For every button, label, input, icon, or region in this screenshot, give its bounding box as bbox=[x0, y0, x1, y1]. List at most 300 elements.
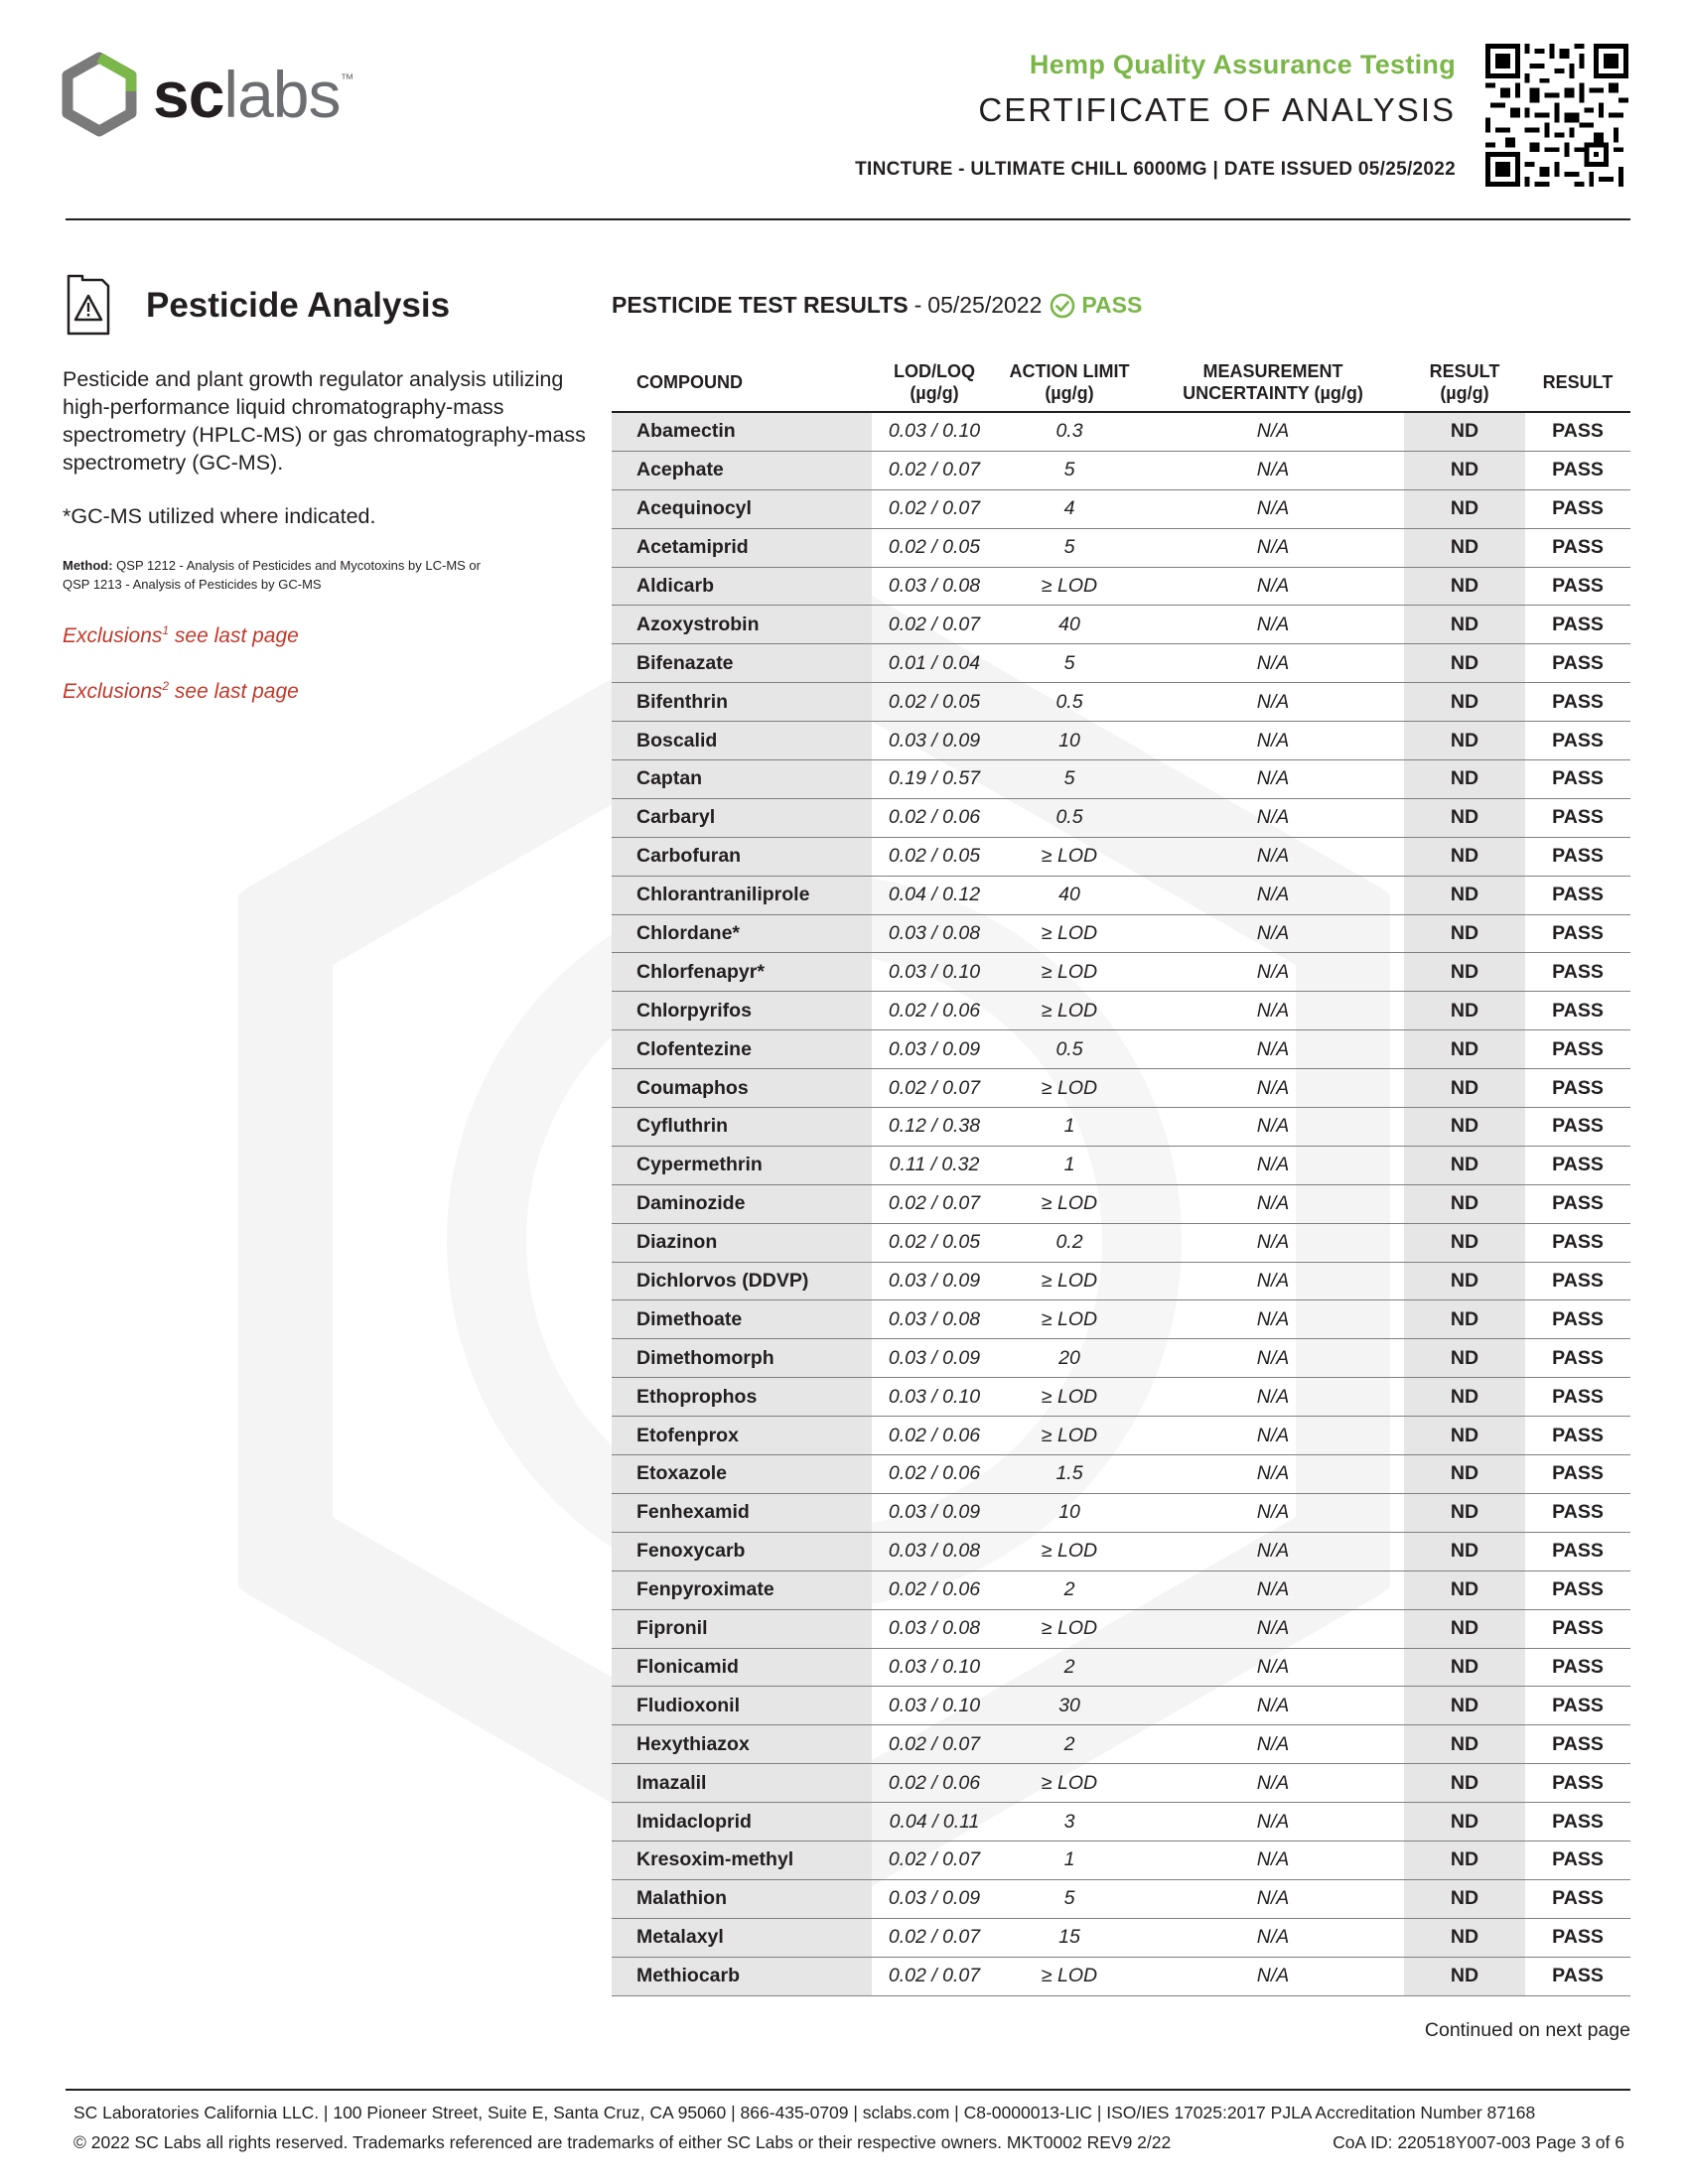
result-status-cell: PASS bbox=[1525, 992, 1630, 1030]
result-value-cell: ND bbox=[1404, 1532, 1525, 1570]
compound-cell: Fenhexamid bbox=[612, 1493, 872, 1532]
action-limit-cell: 5 bbox=[997, 644, 1142, 683]
table-row bbox=[612, 489, 1630, 528]
lod-loq-cell: 0.04 / 0.11 bbox=[872, 1803, 997, 1842]
method-text: QSP 1212 - Analysis of Pesticides and Mycotoxins by LC-MS or QSP 1213 - Analysis of Pesticides by GC-MS bbox=[63, 558, 481, 592]
action-limit-cell: ≥ LOD bbox=[997, 1184, 1142, 1223]
header-subtitle: Hemp Quality Assurance Testing bbox=[1029, 50, 1456, 79]
result-value-cell: ND bbox=[1404, 1069, 1525, 1108]
action-limit-cell: ≥ LOD bbox=[997, 1417, 1142, 1455]
table-row bbox=[612, 837, 1630, 876]
table-row bbox=[612, 722, 1630, 760]
table-row bbox=[612, 412, 1630, 451]
compound-cell: Cypermethrin bbox=[612, 1146, 872, 1184]
compound-cell: Dichlorvos (DDVP) bbox=[612, 1262, 872, 1300]
uncertainty-cell: N/A bbox=[1142, 1223, 1404, 1262]
table-row bbox=[612, 992, 1630, 1030]
result-status-cell: PASS bbox=[1525, 1803, 1630, 1842]
result-status-cell: PASS bbox=[1525, 489, 1630, 528]
compound-cell: Chlorfenapyr* bbox=[612, 953, 872, 992]
result-value-cell: ND bbox=[1404, 1223, 1525, 1262]
uncertainty-cell: N/A bbox=[1142, 1493, 1404, 1532]
action-limit-cell: 10 bbox=[997, 1493, 1142, 1532]
result-value-cell: ND bbox=[1404, 760, 1525, 799]
action-limit-cell: ≥ LOD bbox=[997, 1957, 1142, 1995]
uncertainty-cell: N/A bbox=[1142, 1030, 1404, 1069]
table-row bbox=[612, 451, 1630, 489]
lod-loq-cell: 0.03 / 0.10 bbox=[872, 1687, 997, 1725]
col-limit-line1: ACTION LIMIT bbox=[1009, 361, 1130, 381]
table-row bbox=[612, 1455, 1630, 1494]
table-row bbox=[612, 1609, 1630, 1648]
action-limit-cell: ≥ LOD bbox=[997, 1764, 1142, 1803]
action-limit-cell: 1.5 bbox=[997, 1455, 1142, 1494]
col-lod-line1: LOD/LOQ bbox=[894, 361, 975, 381]
result-value-cell: ND bbox=[1404, 1764, 1525, 1803]
result-status-cell: PASS bbox=[1525, 722, 1630, 760]
action-limit-cell: 0.5 bbox=[997, 683, 1142, 722]
lod-loq-cell: 0.02 / 0.06 bbox=[872, 1764, 997, 1803]
action-limit-cell: ≥ LOD bbox=[997, 1069, 1142, 1108]
uncertainty-cell: N/A bbox=[1142, 1378, 1404, 1417]
col-result-line2: (µg/g) bbox=[1440, 383, 1489, 403]
lod-loq-cell: 0.03 / 0.09 bbox=[872, 722, 997, 760]
col-lod-line2: (µg/g) bbox=[910, 383, 959, 403]
lod-loq-cell: 0.02 / 0.07 bbox=[872, 1918, 997, 1957]
lod-loq-cell: 0.02 / 0.07 bbox=[872, 1957, 997, 1995]
action-limit-cell: 5 bbox=[997, 528, 1142, 567]
method-note bbox=[63, 556, 499, 594]
compound-cell: Daminozide bbox=[612, 1184, 872, 1223]
table-row bbox=[612, 1417, 1630, 1455]
action-limit-cell: 3 bbox=[997, 1803, 1142, 1842]
logo-labs: labs bbox=[223, 58, 341, 131]
result-value-cell: ND bbox=[1404, 528, 1525, 567]
table-row bbox=[612, 1378, 1630, 1417]
compound-cell: Hexythiazox bbox=[612, 1725, 872, 1764]
result-status-cell: PASS bbox=[1525, 1184, 1630, 1223]
logo-tm: ™ bbox=[340, 70, 353, 86]
uncertainty-cell: N/A bbox=[1142, 683, 1404, 722]
uncertainty-cell: N/A bbox=[1142, 1069, 1404, 1108]
result-value-cell: ND bbox=[1404, 876, 1525, 914]
compound-cell: Fenpyroximate bbox=[612, 1570, 872, 1609]
exclusions-1-text: Exclusions bbox=[63, 624, 163, 647]
logo-wordmark bbox=[153, 58, 353, 131]
action-limit-cell: ≥ LOD bbox=[997, 992, 1142, 1030]
uncertainty-cell: N/A bbox=[1142, 837, 1404, 876]
compound-cell: Acephate bbox=[612, 451, 872, 489]
table-row bbox=[612, 1879, 1630, 1918]
result-value-cell: ND bbox=[1404, 567, 1525, 606]
product-name: TINCTURE - ULTIMATE CHILL 6000MG bbox=[855, 159, 1207, 180]
lod-loq-cell: 0.01 / 0.04 bbox=[872, 644, 997, 683]
compound-cell: Methiocarb bbox=[612, 1957, 872, 1995]
col-mu-line1: MEASUREMENT bbox=[1202, 361, 1343, 381]
result-status-cell: PASS bbox=[1525, 1648, 1630, 1687]
table-row bbox=[612, 567, 1630, 606]
lod-loq-cell: 0.03 / 0.10 bbox=[872, 1378, 997, 1417]
compound-cell: Boscalid bbox=[612, 722, 872, 760]
uncertainty-cell: N/A bbox=[1142, 1339, 1404, 1378]
uncertainty-cell: N/A bbox=[1142, 1687, 1404, 1725]
date-issued: DATE ISSUED 05/25/2022 bbox=[1223, 159, 1456, 180]
table-row bbox=[612, 1841, 1630, 1879]
action-limit-cell: 15 bbox=[997, 1918, 1142, 1957]
result-status-cell: PASS bbox=[1525, 1030, 1630, 1069]
uncertainty-cell: N/A bbox=[1142, 1957, 1404, 1995]
result-status-cell: PASS bbox=[1525, 644, 1630, 683]
uncertainty-cell: N/A bbox=[1142, 914, 1404, 953]
lod-loq-cell: 0.02 / 0.07 bbox=[872, 1069, 997, 1108]
action-limit-cell: 40 bbox=[997, 876, 1142, 914]
compound-cell: Chlordane* bbox=[612, 914, 872, 953]
compound-cell: Metalaxyl bbox=[612, 1918, 872, 1957]
uncertainty-cell: N/A bbox=[1142, 1918, 1404, 1957]
lod-loq-cell: 0.02 / 0.07 bbox=[872, 606, 997, 644]
uncertainty-cell: N/A bbox=[1142, 606, 1404, 644]
table-row bbox=[612, 1146, 1630, 1184]
uncertainty-cell: N/A bbox=[1142, 1879, 1404, 1918]
result-value-cell: ND bbox=[1404, 451, 1525, 489]
uncertainty-cell: N/A bbox=[1142, 953, 1404, 992]
action-limit-cell: 20 bbox=[997, 1339, 1142, 1378]
action-limit-cell: 1 bbox=[997, 1841, 1142, 1879]
lod-loq-cell: 0.02 / 0.05 bbox=[872, 683, 997, 722]
col-mu-line2: UNCERTAINTY (µg/g) bbox=[1183, 383, 1363, 403]
action-limit-cell: ≥ LOD bbox=[997, 1300, 1142, 1339]
col-limit-line2: (µg/g) bbox=[1045, 383, 1094, 403]
action-limit-cell: 5 bbox=[997, 760, 1142, 799]
exclusions-2-sup: 2 bbox=[162, 679, 170, 693]
table-row bbox=[612, 1108, 1630, 1147]
meta-separator: | bbox=[1212, 159, 1219, 180]
lod-loq-cell: 0.02 / 0.06 bbox=[872, 1417, 997, 1455]
result-value-cell: ND bbox=[1404, 1262, 1525, 1300]
action-limit-cell: 1 bbox=[997, 1146, 1142, 1184]
action-limit-cell: 2 bbox=[997, 1725, 1142, 1764]
result-status-cell: PASS bbox=[1525, 1417, 1630, 1455]
footer-address: SC Laboratories California LLC. | 100 Pioneer Street, Suite E, Santa Cruz, CA 95060 | 866-435-0709 | sclabs.com | C8-0000013-LIC | ISO/IES 17025:2017 PJLA Accreditation Number 87168 bbox=[73, 2103, 1536, 2122]
result-status-cell: PASS bbox=[1525, 1841, 1630, 1879]
compound-cell: Chlorpyrifos bbox=[612, 992, 872, 1030]
table-row bbox=[612, 798, 1630, 837]
col-measurement-uncertainty bbox=[1142, 353, 1404, 412]
table-row bbox=[612, 760, 1630, 799]
compound-cell: Aldicarb bbox=[612, 567, 872, 606]
action-limit-cell: 40 bbox=[997, 606, 1142, 644]
table-row bbox=[612, 1957, 1630, 1995]
header-divider bbox=[66, 218, 1630, 220]
compound-cell: Ethoprophos bbox=[612, 1378, 872, 1417]
gc-ms-note: *GC-MS utilized where indicated. bbox=[63, 504, 376, 528]
compound-cell: Etofenprox bbox=[612, 1417, 872, 1455]
result-value-cell: ND bbox=[1404, 1957, 1525, 1995]
compound-cell: Imazalil bbox=[612, 1764, 872, 1803]
compound-cell: Dimethoate bbox=[612, 1300, 872, 1339]
result-status-cell: PASS bbox=[1525, 1378, 1630, 1417]
lod-loq-cell: 0.02 / 0.06 bbox=[872, 1570, 997, 1609]
lod-loq-cell: 0.03 / 0.08 bbox=[872, 567, 997, 606]
lod-loq-cell: 0.04 / 0.12 bbox=[872, 876, 997, 914]
action-limit-cell: ≥ LOD bbox=[997, 1532, 1142, 1570]
lod-loq-cell: 0.03 / 0.10 bbox=[872, 1648, 997, 1687]
result-status-cell: PASS bbox=[1525, 1455, 1630, 1494]
continued-note: Continued on next page bbox=[1424, 2019, 1630, 2041]
result-value-cell: ND bbox=[1404, 1879, 1525, 1918]
exclusions-1-sup: 1 bbox=[162, 623, 170, 637]
col-action-limit bbox=[997, 353, 1142, 412]
compound-cell: Captan bbox=[612, 760, 872, 799]
result-value-cell: ND bbox=[1404, 1300, 1525, 1339]
compound-cell: Fenoxycarb bbox=[612, 1532, 872, 1570]
result-value-cell: ND bbox=[1404, 1339, 1525, 1378]
table-row bbox=[612, 528, 1630, 567]
results-heading-label: PESTICIDE TEST RESULTS bbox=[612, 292, 909, 318]
lod-loq-cell: 0.19 / 0.57 bbox=[872, 760, 997, 799]
compound-cell: Malathion bbox=[612, 1879, 872, 1918]
lod-loq-cell: 0.03 / 0.10 bbox=[872, 412, 997, 451]
result-value-cell: ND bbox=[1404, 1609, 1525, 1648]
result-status-cell: PASS bbox=[1525, 412, 1630, 451]
exclusions-2-tail: see last page bbox=[169, 680, 299, 703]
lod-loq-cell: 0.03 / 0.09 bbox=[872, 1339, 997, 1378]
compound-cell: Abamectin bbox=[612, 412, 872, 451]
result-value-cell: ND bbox=[1404, 606, 1525, 644]
table-row bbox=[612, 1069, 1630, 1108]
uncertainty-cell: N/A bbox=[1142, 1803, 1404, 1842]
uncertainty-cell: N/A bbox=[1142, 451, 1404, 489]
results-heading bbox=[612, 292, 1142, 319]
action-limit-cell: 10 bbox=[997, 722, 1142, 760]
result-status-cell: PASS bbox=[1525, 1918, 1630, 1957]
uncertainty-cell: N/A bbox=[1142, 1455, 1404, 1494]
result-status-cell: PASS bbox=[1525, 1339, 1630, 1378]
table-row bbox=[612, 914, 1630, 953]
compound-cell: Imidacloprid bbox=[612, 1803, 872, 1842]
hexagon-logo-icon bbox=[60, 52, 139, 137]
uncertainty-cell: N/A bbox=[1142, 1570, 1404, 1609]
table-header-row bbox=[612, 353, 1630, 412]
lod-loq-cell: 0.02 / 0.07 bbox=[872, 1725, 997, 1764]
lod-loq-cell: 0.03 / 0.09 bbox=[872, 1493, 997, 1532]
result-status-cell: PASS bbox=[1525, 837, 1630, 876]
compound-cell: Dimethomorph bbox=[612, 1339, 872, 1378]
lod-loq-cell: 0.02 / 0.07 bbox=[872, 1841, 997, 1879]
table-row bbox=[612, 1300, 1630, 1339]
result-value-cell: ND bbox=[1404, 1648, 1525, 1687]
result-value-cell: ND bbox=[1404, 1841, 1525, 1879]
result-status-cell: PASS bbox=[1525, 1957, 1630, 1995]
result-status-cell: PASS bbox=[1525, 1764, 1630, 1803]
action-limit-cell: 5 bbox=[997, 451, 1142, 489]
result-value-cell: ND bbox=[1404, 1725, 1525, 1764]
table-row bbox=[612, 1030, 1630, 1069]
result-status-cell: PASS bbox=[1525, 451, 1630, 489]
action-limit-cell: ≥ LOD bbox=[997, 837, 1142, 876]
action-limit-cell: 0.5 bbox=[997, 1030, 1142, 1069]
uncertainty-cell: N/A bbox=[1142, 567, 1404, 606]
result-value-cell: ND bbox=[1404, 1918, 1525, 1957]
exclusions-2-link[interactable] bbox=[63, 679, 299, 704]
lod-loq-cell: 0.02 / 0.07 bbox=[872, 1184, 997, 1223]
uncertainty-cell: N/A bbox=[1142, 1262, 1404, 1300]
uncertainty-cell: N/A bbox=[1142, 1648, 1404, 1687]
lod-loq-cell: 0.02 / 0.06 bbox=[872, 1455, 997, 1494]
result-status-cell: PASS bbox=[1525, 528, 1630, 567]
action-limit-cell: ≥ LOD bbox=[997, 1262, 1142, 1300]
lod-loq-cell: 0.02 / 0.05 bbox=[872, 837, 997, 876]
result-value-cell: ND bbox=[1404, 1493, 1525, 1532]
result-value-cell: ND bbox=[1404, 1184, 1525, 1223]
lod-loq-cell: 0.02 / 0.07 bbox=[872, 451, 997, 489]
result-status-cell: PASS bbox=[1525, 1532, 1630, 1570]
action-limit-cell: 0.5 bbox=[997, 798, 1142, 837]
result-value-cell: ND bbox=[1404, 1378, 1525, 1417]
check-circle-icon bbox=[1050, 293, 1075, 319]
result-status-cell: PASS bbox=[1525, 953, 1630, 992]
compound-cell: Kresoxim-methyl bbox=[612, 1841, 872, 1879]
pesticide-results-table bbox=[612, 353, 1630, 1996]
compound-cell: Etoxazole bbox=[612, 1455, 872, 1494]
exclusions-1-link[interactable] bbox=[63, 623, 299, 648]
result-value-cell: ND bbox=[1404, 992, 1525, 1030]
table-row bbox=[612, 1493, 1630, 1532]
lod-loq-cell: 0.03 / 0.08 bbox=[872, 914, 997, 953]
footer-coa-id: CoA ID: 220518Y007-003 Page 3 of 6 bbox=[1333, 2132, 1624, 2152]
result-status-cell: PASS bbox=[1525, 1146, 1630, 1184]
result-status-cell: PASS bbox=[1525, 1300, 1630, 1339]
uncertainty-cell: N/A bbox=[1142, 1300, 1404, 1339]
table-row bbox=[612, 1648, 1630, 1687]
result-value-cell: ND bbox=[1404, 1146, 1525, 1184]
result-value-cell: ND bbox=[1404, 1570, 1525, 1609]
compound-cell: Carbofuran bbox=[612, 837, 872, 876]
result-value-cell: ND bbox=[1404, 1030, 1525, 1069]
result-status-cell: PASS bbox=[1525, 1609, 1630, 1648]
lod-loq-cell: 0.03 / 0.10 bbox=[872, 953, 997, 992]
lod-loq-cell: 0.12 / 0.38 bbox=[872, 1108, 997, 1147]
footer-divider bbox=[66, 2089, 1630, 2091]
uncertainty-cell: N/A bbox=[1142, 1184, 1404, 1223]
compound-cell: Acequinocyl bbox=[612, 489, 872, 528]
result-status-cell: PASS bbox=[1525, 1725, 1630, 1764]
col-result-status: RESULT bbox=[1525, 353, 1630, 412]
action-limit-cell: ≥ LOD bbox=[997, 567, 1142, 606]
uncertainty-cell: N/A bbox=[1142, 489, 1404, 528]
lod-loq-cell: 0.03 / 0.09 bbox=[872, 1879, 997, 1918]
result-status-cell: PASS bbox=[1525, 798, 1630, 837]
result-value-cell: ND bbox=[1404, 1687, 1525, 1725]
table-row bbox=[612, 1262, 1630, 1300]
uncertainty-cell: N/A bbox=[1142, 1108, 1404, 1147]
compound-cell: Coumaphos bbox=[612, 1069, 872, 1108]
section-title: Pesticide Analysis bbox=[146, 286, 451, 325]
result-value-cell: ND bbox=[1404, 953, 1525, 992]
action-limit-cell: ≥ LOD bbox=[997, 1378, 1142, 1417]
lod-loq-cell: 0.03 / 0.08 bbox=[872, 1609, 997, 1648]
compound-cell: Azoxystrobin bbox=[612, 606, 872, 644]
compound-cell: Clofentezine bbox=[612, 1030, 872, 1069]
action-limit-cell: 4 bbox=[997, 489, 1142, 528]
method-label: Method: bbox=[63, 558, 113, 573]
uncertainty-cell: N/A bbox=[1142, 722, 1404, 760]
results-heading-dash: - bbox=[914, 292, 922, 318]
table-row bbox=[612, 1223, 1630, 1262]
col-lod-loq bbox=[872, 353, 997, 412]
result-status-cell: PASS bbox=[1525, 1570, 1630, 1609]
result-status-cell: PASS bbox=[1525, 1493, 1630, 1532]
overall-status: PASS bbox=[1081, 292, 1143, 318]
table-row bbox=[612, 683, 1630, 722]
results-heading-date: 05/25/2022 bbox=[927, 292, 1043, 318]
table-row bbox=[612, 1764, 1630, 1803]
compound-cell: Cyfluthrin bbox=[612, 1108, 872, 1147]
action-limit-cell: 5 bbox=[997, 1879, 1142, 1918]
uncertainty-cell: N/A bbox=[1142, 1417, 1404, 1455]
result-status-cell: PASS bbox=[1525, 760, 1630, 799]
result-value-cell: ND bbox=[1404, 837, 1525, 876]
lod-loq-cell: 0.03 / 0.08 bbox=[872, 1532, 997, 1570]
result-value-cell: ND bbox=[1404, 722, 1525, 760]
col-result-line1: RESULT bbox=[1429, 361, 1500, 381]
compound-cell: Bifenthrin bbox=[612, 683, 872, 722]
uncertainty-cell: N/A bbox=[1142, 798, 1404, 837]
result-value-cell: ND bbox=[1404, 489, 1525, 528]
header-title: CERTIFICATE OF ANALYSIS bbox=[978, 91, 1456, 128]
table-row bbox=[612, 606, 1630, 644]
compound-cell: Fludioxonil bbox=[612, 1687, 872, 1725]
result-value-cell: ND bbox=[1404, 914, 1525, 953]
sc-labs-logo bbox=[60, 50, 353, 139]
result-value-cell: ND bbox=[1404, 683, 1525, 722]
result-status-cell: PASS bbox=[1525, 1108, 1630, 1147]
table-row bbox=[612, 1803, 1630, 1842]
lod-loq-cell: 0.02 / 0.07 bbox=[872, 489, 997, 528]
result-value-cell: ND bbox=[1404, 644, 1525, 683]
compound-cell: Flonicamid bbox=[612, 1648, 872, 1687]
qr-code-icon[interactable] bbox=[1485, 44, 1628, 187]
action-limit-cell: ≥ LOD bbox=[997, 953, 1142, 992]
result-status-cell: PASS bbox=[1525, 1687, 1630, 1725]
uncertainty-cell: N/A bbox=[1142, 1146, 1404, 1184]
table-row bbox=[612, 1532, 1630, 1570]
result-status-cell: PASS bbox=[1525, 567, 1630, 606]
uncertainty-cell: N/A bbox=[1142, 992, 1404, 1030]
compound-cell: Chlorantraniliprole bbox=[612, 876, 872, 914]
uncertainty-cell: N/A bbox=[1142, 1841, 1404, 1879]
pesticide-canister-icon bbox=[63, 272, 114, 338]
uncertainty-cell: N/A bbox=[1142, 412, 1404, 451]
result-value-cell: ND bbox=[1404, 1803, 1525, 1842]
uncertainty-cell: N/A bbox=[1142, 1764, 1404, 1803]
result-status-cell: PASS bbox=[1525, 1069, 1630, 1108]
compound-cell: Bifenazate bbox=[612, 644, 872, 683]
result-value-cell: ND bbox=[1404, 1417, 1525, 1455]
result-value-cell: ND bbox=[1404, 1455, 1525, 1494]
result-value-cell: ND bbox=[1404, 798, 1525, 837]
uncertainty-cell: N/A bbox=[1142, 644, 1404, 683]
uncertainty-cell: N/A bbox=[1142, 1725, 1404, 1764]
logo-sc: sc bbox=[153, 58, 224, 131]
action-limit-cell: 2 bbox=[997, 1570, 1142, 1609]
action-limit-cell: 0.3 bbox=[997, 412, 1142, 451]
lod-loq-cell: 0.03 / 0.09 bbox=[872, 1030, 997, 1069]
uncertainty-cell: N/A bbox=[1142, 760, 1404, 799]
header-meta bbox=[855, 159, 1456, 181]
table-row bbox=[612, 1570, 1630, 1609]
lod-loq-cell: 0.03 / 0.08 bbox=[872, 1300, 997, 1339]
